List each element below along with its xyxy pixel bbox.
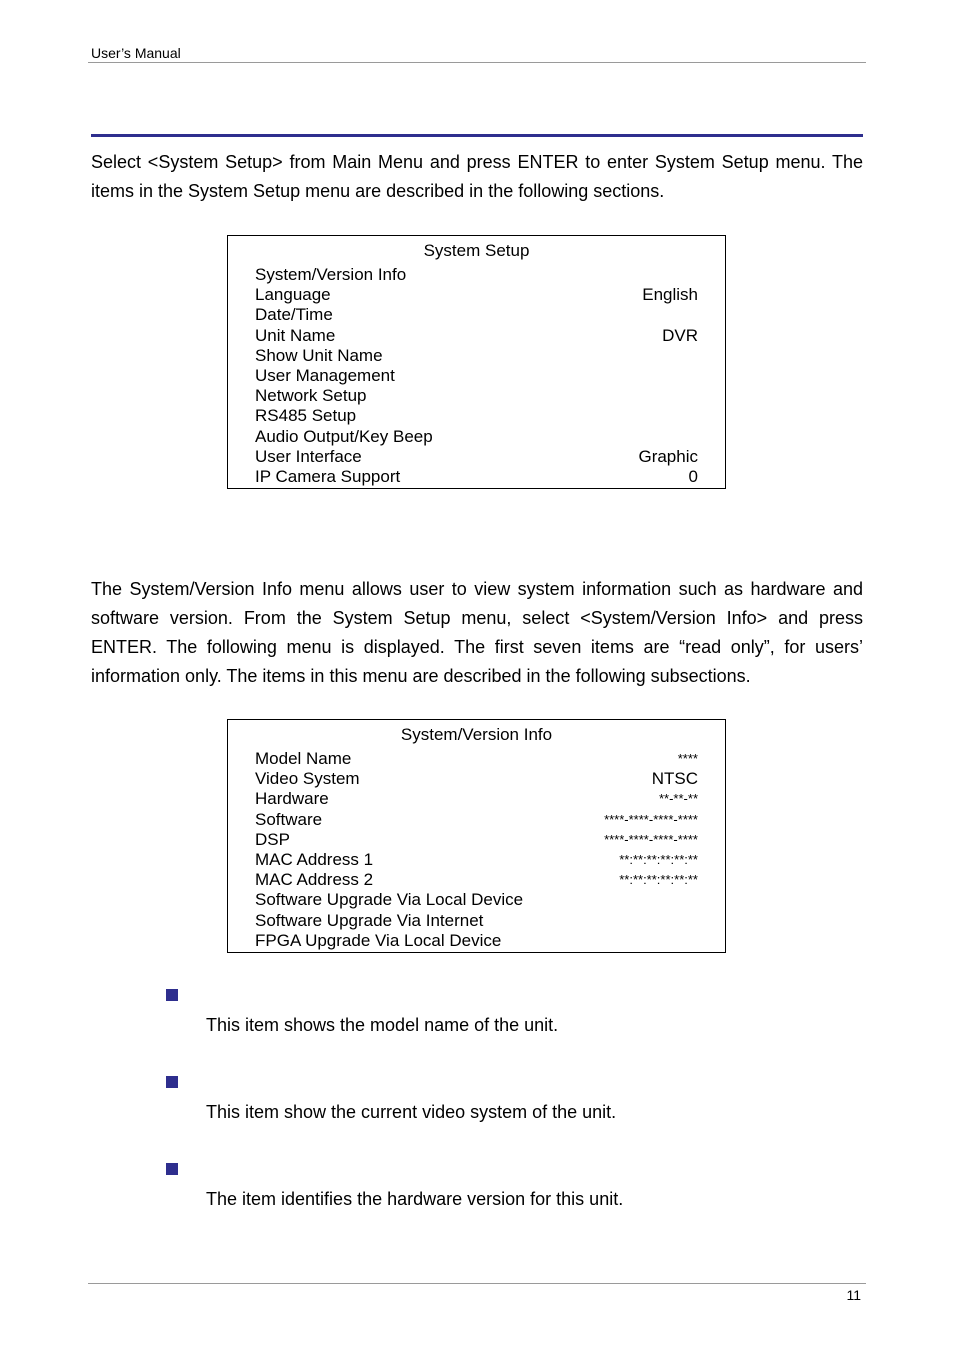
menu-row-label: Model Name — [255, 749, 352, 768]
menu-row-label: MAC Address 2 — [255, 870, 374, 890]
square-bullet-icon — [166, 1163, 178, 1175]
menu-row-label: IP Camera Support — [255, 466, 401, 486]
menu-row — [255, 870, 698, 890]
intro-paragraph: Select <System Setup> from Main Menu and press ENTER to enter System Setup menu. The items in the System Setup menu are described in the following sections. — [91, 152, 863, 201]
menu-row — [255, 326, 698, 346]
model-name-description: This item shows the model name of the unit. — [206, 1015, 559, 1035]
menu-row-value: DVR — [662, 325, 698, 345]
footer-divider — [88, 1283, 866, 1284]
menu-row-label: Unit Name — [255, 325, 336, 345]
menu-row — [255, 810, 698, 830]
menu-row-value: 0 — [688, 466, 698, 486]
menu-row — [255, 427, 698, 447]
menu-row-value: NTSC — [651, 769, 698, 789]
square-bullet-icon — [166, 1076, 178, 1088]
square-bullet-icon — [166, 989, 178, 1001]
section-divider — [91, 134, 863, 137]
menu-row-label: System/Version Info — [255, 265, 407, 284]
menu-row — [255, 366, 698, 386]
menu-row-value: Graphic — [638, 446, 698, 466]
header-title: User’s Manual — [91, 45, 181, 61]
menu-row-label: DSP — [255, 829, 290, 849]
menu-row-label: Software — [255, 809, 323, 829]
menu-row-label: Date/Time — [255, 305, 333, 325]
menu-row-label: RS485 Setup — [255, 406, 357, 426]
video-system-description: This item show the current video system of the unit. — [206, 1102, 617, 1122]
page-number: 11 — [846, 1287, 861, 1303]
menu-row-label: User Management — [255, 365, 395, 385]
menu-row — [255, 285, 698, 305]
menu-row — [255, 890, 698, 910]
menu-row — [255, 850, 698, 870]
menu-row-value: English — [642, 285, 698, 305]
menu-title: System Setup — [423, 241, 530, 260]
menu-row-label: Hardware — [255, 789, 329, 809]
menu-row — [255, 931, 698, 951]
menu-row — [255, 265, 698, 285]
menu-row — [255, 305, 698, 325]
menu-row — [255, 386, 698, 406]
header-divider — [88, 62, 866, 63]
menu-row-label: FPGA Upgrade Via Local Device — [255, 930, 502, 950]
menu-row — [255, 789, 698, 809]
menu-row — [255, 830, 698, 850]
system-setup-menu — [227, 235, 726, 489]
hardware-description: The item identifies the hardware version for this unit. — [206, 1189, 624, 1209]
menu-row-value: **-**-** — [658, 791, 698, 807]
menu-row — [255, 346, 698, 366]
menu-row-label: Network Setup — [255, 386, 367, 406]
menu-row — [255, 749, 698, 769]
menu-row-label: Video System — [255, 769, 360, 789]
menu-row — [255, 467, 698, 487]
menu-row-label: User Interface — [255, 446, 362, 466]
menu-row-value: **:**:**:**:**:** — [619, 872, 698, 888]
menu-row — [255, 406, 698, 426]
menu-row-value: **:**:**:**:**:** — [619, 851, 698, 867]
menu-row-value: ****-****-****-**** — [604, 831, 698, 847]
menu-row — [255, 911, 698, 931]
menu-row-label: Language — [255, 285, 331, 305]
menu-row-value: ****-****-****-**** — [604, 811, 698, 827]
version-info-menu — [227, 719, 726, 953]
menu-row-label: Software Upgrade Via Local Device — [255, 890, 524, 910]
menu-row-label: Audio Output/Key Beep — [255, 426, 433, 446]
sysinfo-paragraph: The System/Version Info menu allows user to view system information such as hardware and software version. From the System Setup menu, select <System/Version Info> and press ENTER. The following menu is displayed. The first seven items are “read only”, for users’ information only. The items in this menu are described in the following subsections. — [91, 579, 863, 686]
menu-row — [255, 447, 698, 467]
menu-row-label: Software Upgrade Via Internet — [255, 910, 484, 930]
menu-title: System/Version Info — [400, 725, 553, 744]
menu-row-label: Show Unit Name — [255, 345, 383, 365]
menu-row-value: **** — [677, 751, 698, 766]
menu-row — [255, 769, 698, 789]
menu-row-label: MAC Address 1 — [255, 849, 374, 869]
